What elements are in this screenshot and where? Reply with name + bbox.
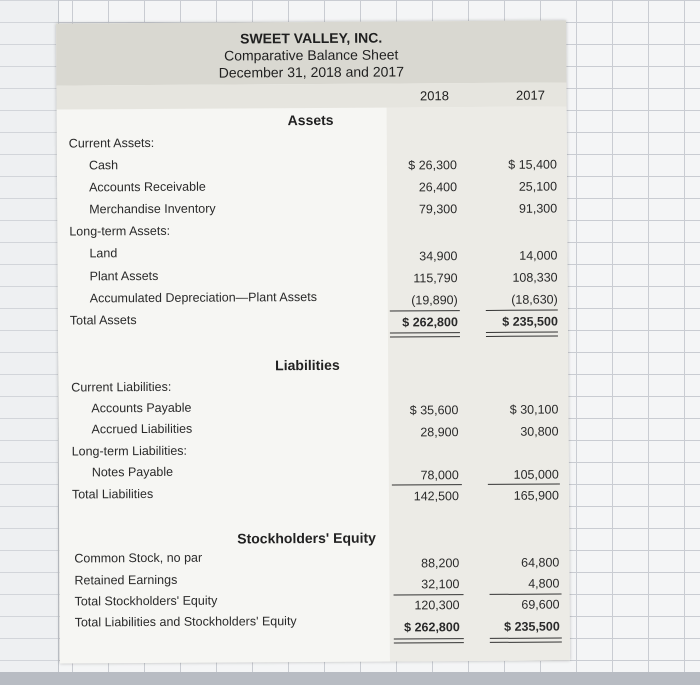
total-assets-2017: $ 235,500 bbox=[502, 314, 558, 329]
section-liabilities: Liabilities bbox=[275, 356, 340, 374]
total-assets-2018: $ 262,800 bbox=[402, 315, 458, 330]
notes-payable-label: Notes Payable bbox=[91, 464, 174, 480]
merchandise-inventory-2018: 79,300 bbox=[418, 202, 458, 217]
total-stockholders-equity-label: Total Stockholders' Equity bbox=[74, 593, 218, 609]
statement-period: December 31, 2018 and 2017 bbox=[218, 63, 405, 81]
statement-title: Comparative Balance Sheet bbox=[224, 46, 399, 64]
cash-label: Cash bbox=[88, 158, 119, 173]
total-liabilities-and-equity-2017: $ 235,500 bbox=[504, 619, 560, 634]
total-liabilities-2017: 165,900 bbox=[513, 488, 559, 503]
double-rule-assets-2017 bbox=[486, 332, 558, 337]
notes-payable-2017: 105,000 bbox=[513, 467, 559, 482]
column-header-band bbox=[56, 82, 566, 109]
total-liabilities-2018: 142,500 bbox=[413, 489, 459, 504]
accrued-liabilities-2018: 28,900 bbox=[420, 425, 459, 440]
land-label: Land bbox=[89, 246, 118, 261]
double-rule-equity-2017 bbox=[490, 637, 562, 642]
bottom-bar bbox=[0, 672, 700, 685]
accounts-payable-label: Accounts Payable bbox=[91, 400, 192, 416]
merchandise-inventory-label: Merchandise Inventory bbox=[89, 201, 216, 217]
total-stockholders-equity-2017: 69,600 bbox=[521, 597, 560, 612]
double-rule-equity-2018 bbox=[394, 638, 464, 643]
accounts-receivable-label: Accounts Receivable bbox=[89, 179, 206, 195]
plant-assets-2017: 108,330 bbox=[512, 270, 558, 285]
row-header-strip bbox=[0, 0, 59, 685]
total-stockholders-equity-2018: 120,300 bbox=[414, 598, 460, 613]
retained-earnings-label: Retained Earnings bbox=[74, 572, 178, 588]
common-stock-2018: 88,200 bbox=[421, 556, 460, 571]
accumulated-depreciation-2017: (18,630) bbox=[511, 292, 558, 307]
total-liabilities-label: Total Liabilities bbox=[71, 486, 154, 502]
column-header-2017: 2017 bbox=[515, 87, 545, 103]
retained-earnings-2017: 4,800 bbox=[528, 576, 560, 591]
section-stockholders-equity: Stockholders' Equity bbox=[237, 529, 376, 547]
merchandise-inventory-2017: 91,300 bbox=[518, 201, 558, 216]
accumulated-depreciation-label: Accumulated Depreciation—Plant Assets bbox=[89, 289, 317, 306]
accounts-payable-2017: $ 30,100 bbox=[509, 402, 559, 417]
cash-2018: $ 26,300 bbox=[408, 158, 457, 173]
total-liabilities-and-equity-label: Total Liabilities and Stockholders' Equity bbox=[74, 614, 297, 630]
notes-payable-2018: 78,000 bbox=[420, 468, 459, 483]
retained-earnings-2018: 32,100 bbox=[421, 577, 460, 592]
common-stock-label: Common Stock, no par bbox=[74, 550, 203, 566]
land-2018: 34,900 bbox=[419, 249, 458, 264]
current-liabilities-heading: Current Liabilities: bbox=[71, 379, 172, 395]
double-rule-assets-2018 bbox=[390, 332, 460, 337]
total-assets-label: Total Assets bbox=[69, 313, 137, 328]
longterm-liabilities-heading: Long-term Liabilities: bbox=[71, 443, 188, 459]
accounts-receivable-2017: 25,100 bbox=[518, 179, 558, 194]
total-liabilities-and-equity-2018: $ 262,800 bbox=[404, 620, 460, 635]
plant-assets-label: Plant Assets bbox=[89, 268, 159, 284]
accrued-liabilities-label: Accrued Liabilities bbox=[91, 421, 193, 437]
section-assets: Assets bbox=[287, 111, 334, 129]
current-assets-heading: Current Assets: bbox=[68, 135, 155, 151]
plant-assets-2018: 115,790 bbox=[413, 271, 458, 286]
balance-sheet-page bbox=[56, 20, 570, 663]
common-stock-2017: 64,800 bbox=[521, 555, 560, 570]
longterm-assets-heading: Long-term Assets: bbox=[69, 223, 171, 239]
cash-2017: $ 15,400 bbox=[508, 157, 557, 172]
accrued-liabilities-2017: 30,800 bbox=[520, 424, 559, 439]
company-name: SWEET VALLEY, INC. bbox=[240, 29, 383, 47]
column-header-2018: 2018 bbox=[419, 88, 449, 104]
accounts-receivable-2018: 26,400 bbox=[418, 180, 458, 195]
accumulated-depreciation-2018: (19,890) bbox=[411, 293, 458, 308]
accounts-payable-2018: $ 35,600 bbox=[409, 403, 459, 418]
land-2017: 14,000 bbox=[519, 248, 558, 263]
